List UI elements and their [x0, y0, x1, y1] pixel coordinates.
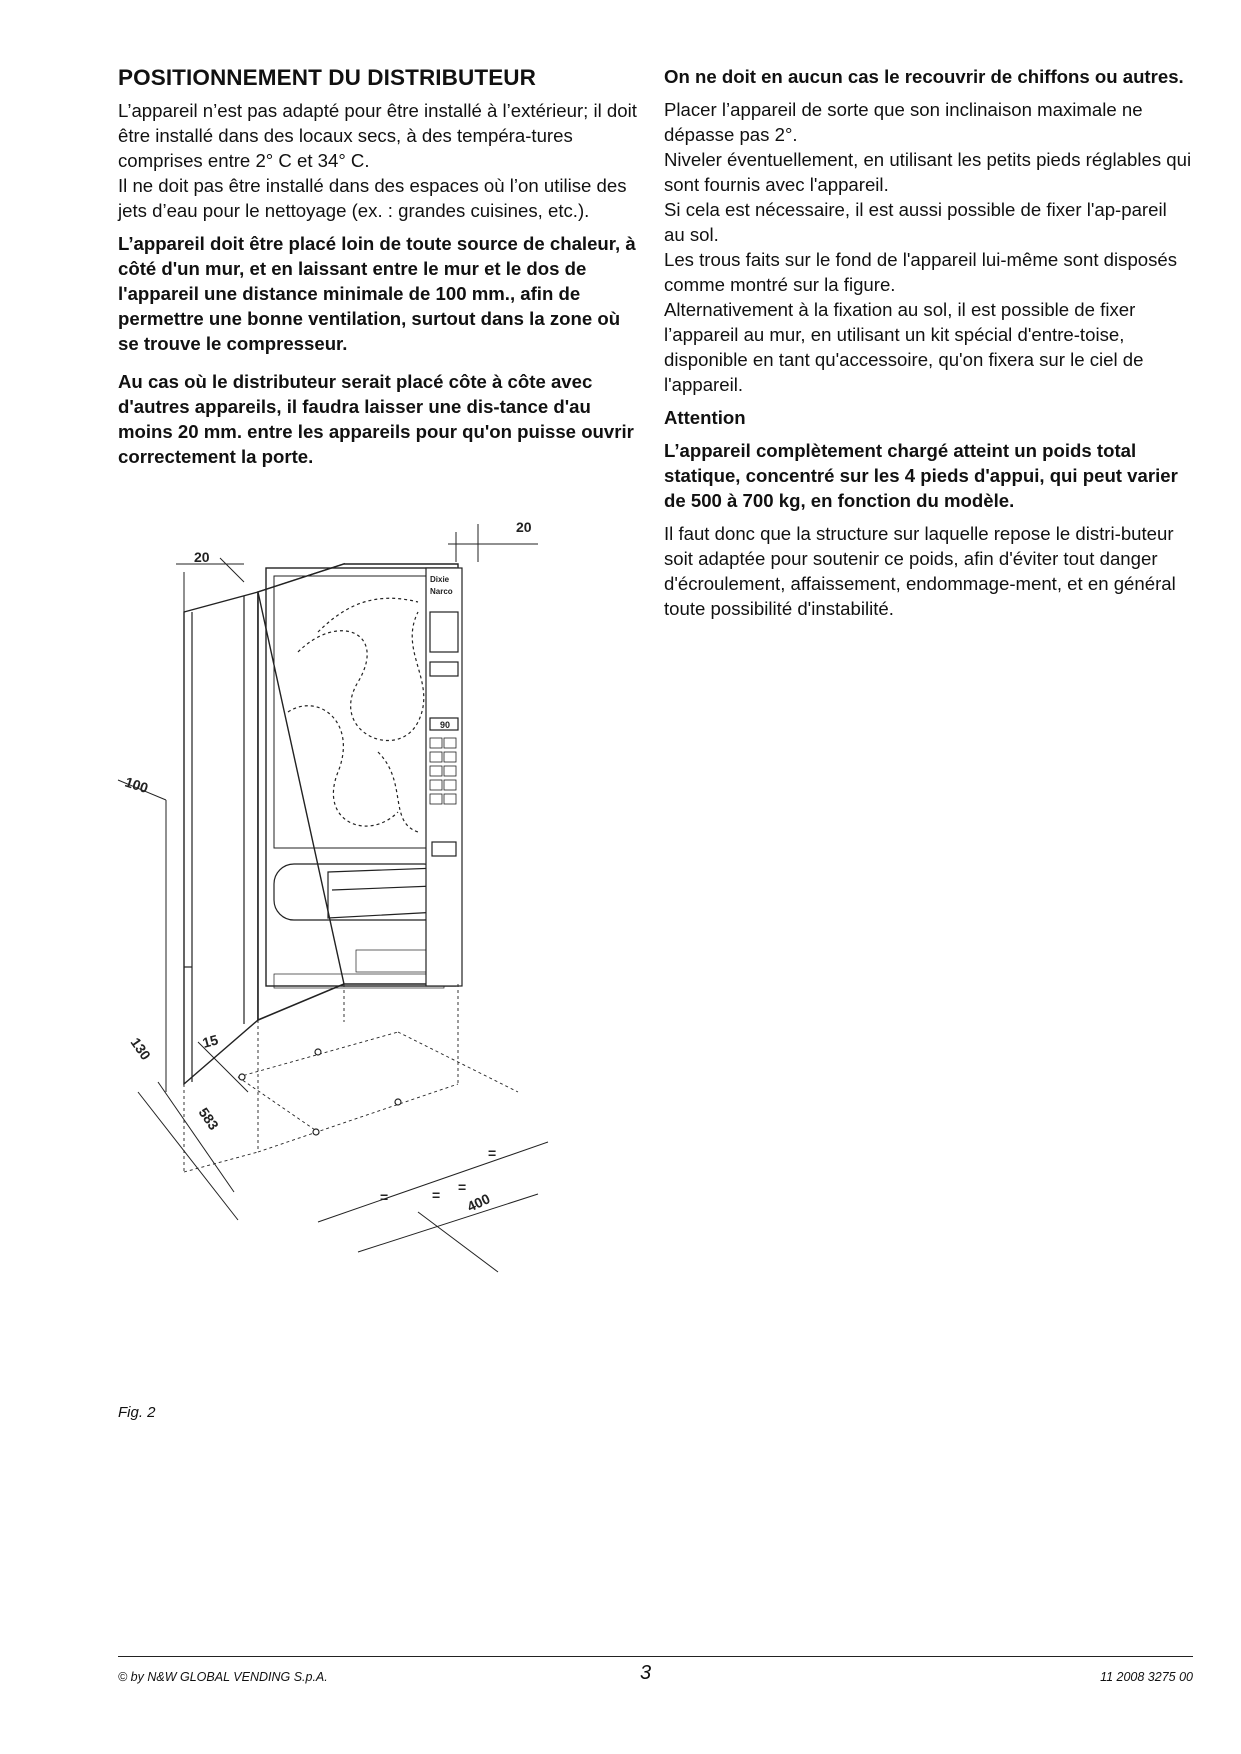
eq-mark-2: =: [432, 1187, 441, 1203]
dim-depth-offset: 130: [127, 1034, 155, 1063]
paragraph-leveling: Niveler éventuellement, en utilisant les petits pieds réglables qui sont fournis avec l'appareil.: [664, 149, 1192, 195]
paragraph-side-by-side: Au cas où le distributeur serait placé côte à côte avec d'autres appareils, il faudra laisser une dis-tance d'au moins 20 mm. entre les appareils pour qu'on puisse ouvrir correctement la porte.: [118, 371, 634, 467]
paragraph-water-jets: Il ne doit pas être installé dans des espaces où l’on utilise des jets d’eau pour le nettoyage (ex. : grandes cuisines, etc.).: [118, 175, 627, 221]
panel-logo-2: Narco: [430, 587, 453, 596]
left-column: [118, 64, 640, 469]
paragraph-floor-fix: Si cela est nécessaire, il est aussi possible de fixer l'ap-pareil au sol.: [664, 199, 1167, 245]
dim-back: 100: [123, 773, 151, 797]
page-number: 3: [640, 1662, 652, 1684]
control-panel: [426, 568, 462, 986]
paragraph-outdoor: L’appareil n’est pas adapté pour être installé à l’extérieur; il doit être installé dans des locaux secs, à des tempéra-tures comprises entre 2° C et 34° C.: [118, 100, 637, 171]
eq-mark-3: =: [458, 1179, 467, 1195]
dim-side-left: 20: [194, 549, 210, 565]
footer-copyright: © by N&W GLOBAL VENDING S.p.A.: [118, 1670, 328, 1684]
paragraph-inclination: Placer l’appareil de sorte que son inclinaison maximale ne dépasse pas 2°.: [664, 99, 1143, 145]
section-heading: POSITIONNEMENT DU DISTRIBUTEUR: [118, 65, 537, 90]
dim-side-right: 20: [516, 519, 532, 535]
paragraph-heat-source: L’appareil doit être placé loin de toute source de chaleur, à côté d'un mur, et en laissant entre le mur et le dos de l'appareil une distance minimale de 100 mm., afin de permettre une bonne ventilation, surtout dans la zone où se trouve le compresseur.: [118, 233, 636, 354]
eq-mark-4: =: [488, 1145, 497, 1161]
attention-label: Attention: [664, 407, 746, 428]
eq-mark-1: =: [380, 1189, 389, 1205]
paragraph-wall-fix: Alternativement à la fixation au sol, il est possible de fixer l’appareil au mur, en utilisant un kit spécial d'entre-toise, disponible en tant qu'accessoire, qu'on fixera sur le ciel de l'appareil.: [664, 299, 1144, 395]
panel-logo-1: Dixie: [430, 575, 450, 584]
dim-hole-width: 400: [464, 1190, 493, 1215]
mounting-holes: [239, 1049, 401, 1135]
document-number: 11 2008 3275 00: [1100, 1670, 1193, 1684]
footer-divider: [118, 1656, 1193, 1657]
paragraph-weight: L’appareil complètement chargé atteint un poids total statique, concentré sur les 4 pieds d'appui, qui peut varier de 500 à 700 kg, en fonction du modèle.: [664, 440, 1178, 511]
vending-machine-positioning-figure: [118, 519, 638, 1394]
right-column: [664, 64, 1192, 621]
paragraph-structure: Il faut donc que la structure sur laquelle repose le distri-buteur soit adaptée pour soutenir ce poids, afin d'éviter tout danger d'écroulement, affaissement, endommage-ment, et en général toute possibilité d'instabilité.: [664, 523, 1176, 619]
panel-price: 90: [440, 720, 451, 730]
paragraph-holes: Les trous faits sur le fond de l'appareil lui-même sont disposés comme montré sur la figure.: [664, 249, 1178, 295]
figure-caption: Fig. 2: [118, 1404, 156, 1421]
dim-hole-depth: 583: [195, 1104, 223, 1133]
paragraph-no-cover: On ne doit en aucun cas le recouvrir de chiffons ou autres.: [664, 66, 1184, 87]
dim-hole-offset: 15: [200, 1031, 220, 1051]
cabinet-side: [184, 592, 258, 1084]
